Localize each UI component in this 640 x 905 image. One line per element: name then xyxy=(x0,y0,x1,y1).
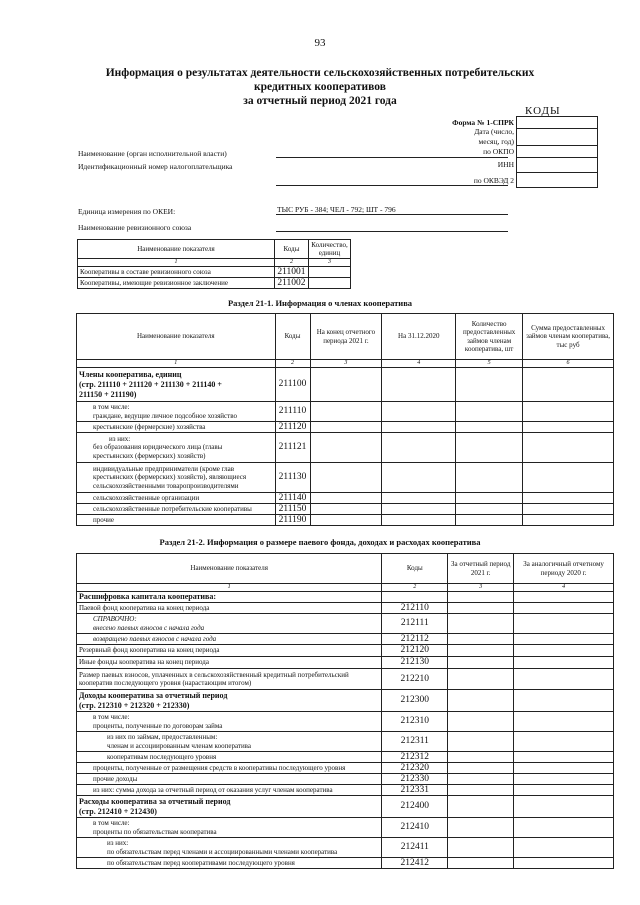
col-header-name: Наименование показателя xyxy=(78,240,275,259)
row-code: 212310 xyxy=(382,712,448,732)
value-cell[interactable] xyxy=(448,712,514,732)
value-cell[interactable] xyxy=(523,515,614,526)
row-code: 211002 xyxy=(275,278,309,289)
row-name-line: сельскохозяйственными товаропроизводителями xyxy=(93,481,239,490)
row-name: сельскохозяйственные организации xyxy=(77,493,276,504)
table-row xyxy=(77,785,614,796)
table-row xyxy=(77,433,614,463)
value-cell[interactable] xyxy=(382,433,456,463)
value-cell[interactable] xyxy=(448,774,514,785)
taxpayer-id-label: Идентификационный номер налогоплательщика xyxy=(78,162,233,171)
row-name xyxy=(77,463,276,493)
value-cell[interactable] xyxy=(514,634,614,645)
row-name: сельскохозяйственные потребительские кооперативы xyxy=(77,504,276,515)
value-cell[interactable] xyxy=(382,504,456,515)
row-name-line: 211150 + 211190) xyxy=(79,389,137,399)
col-header-period-2021: За отчетный период 2021 г. xyxy=(448,554,514,584)
value-cell xyxy=(514,592,614,603)
row-name-line: Размер паевых взносов, уплаченных в сельскохозяйственный кредитный потребительский xyxy=(79,670,349,679)
value-cell[interactable] xyxy=(448,796,514,818)
inn-label: ИНН xyxy=(497,160,514,169)
value-cell[interactable] xyxy=(514,614,614,634)
value-cell[interactable] xyxy=(382,368,456,402)
row-name xyxy=(77,838,382,858)
row-name: из них: сумма дохода за отчетный период от оказания услуг членам кооператива xyxy=(77,785,382,796)
row-code xyxy=(382,592,448,603)
value-cell[interactable] xyxy=(523,504,614,515)
row-name xyxy=(77,614,382,634)
row-name xyxy=(77,402,276,422)
value-cell[interactable] xyxy=(456,433,523,463)
table-row xyxy=(77,614,614,634)
row-name-line: из них: xyxy=(109,434,131,443)
value-cell[interactable] xyxy=(456,493,523,504)
table-row xyxy=(77,763,614,774)
codes-header: КОДЫ xyxy=(525,105,561,117)
value-cell[interactable] xyxy=(523,422,614,433)
value-cell[interactable] xyxy=(448,603,514,614)
col-num: 3 xyxy=(448,584,514,592)
table-row xyxy=(77,690,614,712)
row-name-line: по обязательствам перед членами и ассоциированными членами кооператива xyxy=(107,847,338,856)
row-name xyxy=(77,796,382,818)
col-num: 1 xyxy=(77,360,276,368)
value-cell[interactable] xyxy=(514,603,614,614)
col-num: 4 xyxy=(382,360,456,368)
row-name-line: индивидуальные предприниматели (кроме глав xyxy=(93,464,235,473)
table-row xyxy=(77,402,614,422)
col-header-codes: Коды xyxy=(275,314,310,360)
row-code: 212411 xyxy=(382,838,448,858)
title-line-3: за отчетный период 2021 года xyxy=(243,95,397,107)
value-cell[interactable] xyxy=(456,402,523,422)
row-name-line: крестьянских (фермерских) хозяйств), являющиеся xyxy=(93,473,247,482)
row-name: Паевой фонд кооператива на конец периода xyxy=(77,603,382,614)
row-code: 212410 xyxy=(382,818,448,838)
table-row xyxy=(77,515,614,526)
value-cell[interactable] xyxy=(514,732,614,752)
row-name-line: (стр. 212410 + 212430) xyxy=(79,806,157,816)
row-code: 212412 xyxy=(382,858,448,869)
row-name-line: в том числе: xyxy=(93,403,130,411)
row-code: 211150 xyxy=(275,504,310,515)
date-label-1: Дата (число, xyxy=(474,127,514,136)
authority-field[interactable] xyxy=(276,157,508,158)
value-cell[interactable] xyxy=(514,690,614,712)
form-label: Форма № 1-СПРК xyxy=(452,118,514,127)
row-name-line: граждане, ведущие личное подсобное хозяйство xyxy=(93,411,237,420)
okpo-label: по ОКПО xyxy=(483,147,514,156)
table-row xyxy=(77,818,614,838)
value-cell[interactable] xyxy=(514,796,614,818)
row-code: 212320 xyxy=(382,763,448,774)
table-row xyxy=(77,858,614,869)
value-cell[interactable] xyxy=(523,433,614,463)
value-cell[interactable] xyxy=(448,657,514,669)
row-name-line: членам и ассоциированным членам кооператива xyxy=(107,741,252,750)
row-name-line: крестьянских (фермерских) хозяйств) xyxy=(93,451,206,460)
row-code: 211140 xyxy=(275,493,310,504)
table-row xyxy=(77,657,614,669)
value-cell[interactable] xyxy=(382,515,456,526)
value-cell[interactable] xyxy=(382,463,456,493)
row-name-line: Расходы кооператива за отчетный период xyxy=(79,796,231,806)
row-name-line: без образования юридического лица (главы xyxy=(93,443,223,452)
value-cell[interactable] xyxy=(523,402,614,422)
value-cell[interactable] xyxy=(448,818,514,838)
row-code: 212110 xyxy=(382,603,448,614)
row-code: 211130 xyxy=(275,463,310,493)
value-cell[interactable] xyxy=(456,504,523,515)
row-code: 212311 xyxy=(382,732,448,752)
col-num: 2 xyxy=(275,360,310,368)
title-line-1: Информация о результатах деятельности сельскохозяйственных потребительских xyxy=(105,67,535,79)
document-title xyxy=(80,66,560,108)
col-num: 2 xyxy=(275,259,309,267)
value-cell[interactable] xyxy=(308,278,350,289)
value-cell[interactable] xyxy=(523,463,614,493)
value-cell[interactable] xyxy=(310,463,382,493)
value-cell[interactable] xyxy=(514,818,614,838)
row-name: прочие xyxy=(77,515,276,526)
row-code: 211121 xyxy=(275,433,310,463)
col-header-codes: Коды xyxy=(275,240,309,259)
col-header-end-period: На конец отчетного периода 2021 г. xyxy=(310,314,382,360)
col-num: 6 xyxy=(523,360,614,368)
table-row xyxy=(77,368,614,402)
section-21-1-title: Раздел 21-1. Информация о членах кооператива xyxy=(227,298,413,308)
row-name xyxy=(77,712,382,732)
value-cell[interactable] xyxy=(448,858,514,869)
row-name: Иные фонды кооператива на конец периода xyxy=(77,657,382,669)
row-code: 212210 xyxy=(382,669,448,690)
value-cell[interactable] xyxy=(523,493,614,504)
value-cell[interactable] xyxy=(448,752,514,763)
value-cell[interactable] xyxy=(448,690,514,712)
table-row xyxy=(77,493,614,504)
unit-label: Единица измерения по ОКЕИ: xyxy=(78,207,176,216)
row-name-line: проценты по обязательствам кооператива xyxy=(93,827,217,836)
row-name: по обязательствам перед кооперативами последующего уровня xyxy=(77,858,382,869)
row-name-line: из них по займам, предоставленным: xyxy=(107,733,218,741)
audit-union-field[interactable] xyxy=(276,231,508,232)
value-cell[interactable] xyxy=(310,422,382,433)
row-name: кооперативам последующего уровня xyxy=(77,752,382,763)
value-cell[interactable] xyxy=(514,752,614,763)
table-row xyxy=(77,634,614,645)
table-row xyxy=(77,504,614,515)
value-cell[interactable] xyxy=(523,368,614,402)
value-cell xyxy=(448,592,514,603)
row-name-line: (стр. 212310 + 212320 + 212330) xyxy=(79,700,190,710)
section-21-2-title: Раздел 21-2. Информация о размере паевого фонда, доходах и расходах кооператива xyxy=(159,537,481,547)
col-header-codes: Коды xyxy=(382,554,448,584)
page-number: 93 xyxy=(314,37,326,49)
value-cell[interactable] xyxy=(382,422,456,433)
row-name: проценты, полученные от размещения средств в кооперативы последующего уровня xyxy=(77,763,382,774)
value-cell[interactable] xyxy=(456,368,523,402)
row-code: 212331 xyxy=(382,785,448,796)
row-name-line: из них: xyxy=(107,839,129,847)
row-name-line: проценты, полученные по договорам займа xyxy=(93,721,223,730)
table-row xyxy=(77,732,614,752)
unit-field-line xyxy=(276,214,508,215)
title-line-2: кредитных кооперативов xyxy=(254,81,386,93)
row-code: 212120 xyxy=(382,645,448,657)
value-cell[interactable] xyxy=(382,493,456,504)
value-cell[interactable] xyxy=(514,774,614,785)
value-cell[interactable] xyxy=(456,463,523,493)
row-code: 211001 xyxy=(275,267,309,278)
col-header-qty: Количество, единиц xyxy=(308,240,350,259)
value-cell[interactable] xyxy=(382,402,456,422)
value-cell[interactable] xyxy=(310,504,382,515)
row-name-line: (стр. 211110 + 211120 + 211130 + 211140 + xyxy=(79,379,222,389)
table-row xyxy=(77,712,614,732)
row-code: 212111 xyxy=(382,614,448,634)
col-num: 1 xyxy=(77,584,382,592)
col-header-loans-count: Количество предоставленных займов членам кооператива, шт xyxy=(456,314,523,360)
row-name xyxy=(77,818,382,838)
members-table xyxy=(76,313,614,526)
value-cell[interactable] xyxy=(514,763,614,774)
row-name-line: Члены кооператива, единиц xyxy=(79,369,182,379)
row-code: 212300 xyxy=(382,690,448,712)
table-row xyxy=(78,278,351,289)
value-cell[interactable] xyxy=(448,669,514,690)
row-code: 211110 xyxy=(275,402,310,422)
okved-label: по ОКВЭД 2 xyxy=(473,176,514,185)
value-cell[interactable] xyxy=(514,858,614,869)
table-row xyxy=(77,592,614,603)
inn-code-box[interactable] xyxy=(516,157,598,173)
row-name: Кооперативы, имеющие ревизионное заключение xyxy=(78,278,275,289)
value-cell[interactable] xyxy=(514,645,614,657)
value-cell[interactable] xyxy=(310,368,382,402)
col-num: 1 xyxy=(78,259,275,267)
row-code: 212112 xyxy=(382,634,448,645)
row-code: 211100 xyxy=(275,368,310,402)
row-code: 212400 xyxy=(382,796,448,818)
table-row xyxy=(77,838,614,858)
table-row xyxy=(77,645,614,657)
value-cell[interactable] xyxy=(514,712,614,732)
value-cell[interactable] xyxy=(448,645,514,657)
row-code: 212130 xyxy=(382,657,448,669)
value-cell[interactable] xyxy=(310,402,382,422)
table-row xyxy=(77,463,614,493)
taxpayer-id-field[interactable] xyxy=(276,185,508,186)
row-name xyxy=(77,690,382,712)
value-cell[interactable] xyxy=(456,515,523,526)
unit-value: ТЫС РУБ - 384; ЧЕЛ - 792; ШТ - 796 xyxy=(277,205,396,214)
value-cell[interactable] xyxy=(310,515,382,526)
value-cell[interactable] xyxy=(514,657,614,669)
row-name xyxy=(77,433,276,463)
table-row xyxy=(77,752,614,763)
row-name: крестьянские (фермерские) хозяйства xyxy=(77,422,276,433)
row-code: 211190 xyxy=(275,515,310,526)
row-name xyxy=(77,368,276,402)
value-cell[interactable] xyxy=(514,785,614,796)
row-name-line: внесено паевых взносов с начала года xyxy=(93,623,205,632)
col-num: 4 xyxy=(514,584,614,592)
row-name: возвращено паевых взносов с начала года xyxy=(77,634,382,645)
row-name xyxy=(77,669,382,690)
row-name-line: в том числе: xyxy=(93,713,130,721)
value-cell[interactable] xyxy=(448,785,514,796)
table-row xyxy=(77,774,614,785)
value-cell[interactable] xyxy=(514,838,614,858)
row-name-line: кооператив последующего уровня (нарастающим итогом) xyxy=(79,679,252,687)
value-cell[interactable] xyxy=(448,614,514,634)
table-row xyxy=(78,267,351,278)
table-row xyxy=(77,422,614,433)
table-row xyxy=(77,669,614,690)
value-cell[interactable] xyxy=(514,669,614,690)
value-cell[interactable] xyxy=(448,634,514,645)
date-code-box[interactable] xyxy=(516,128,598,146)
row-name: прочие доходы xyxy=(77,774,382,785)
value-cell[interactable] xyxy=(308,267,350,278)
col-num: 5 xyxy=(456,360,523,368)
col-num: 3 xyxy=(308,259,350,267)
audit-union-label: Наименование ревизионного союза xyxy=(78,223,192,232)
authority-label: Наименование (орган исполнительной власти) xyxy=(78,149,227,158)
audit-union-table xyxy=(77,239,351,289)
col-header-2020: На 31.12.2020 xyxy=(382,314,456,360)
value-cell[interactable] xyxy=(448,838,514,858)
value-cell[interactable] xyxy=(310,493,382,504)
row-code: 212330 xyxy=(382,774,448,785)
table-row xyxy=(77,796,614,818)
okved-code-box[interactable] xyxy=(516,172,598,188)
col-header-loans-sum: Сумма предоставленных займов членам кооператива, тыс руб xyxy=(523,314,614,360)
row-name xyxy=(77,732,382,752)
col-header-name: Наименование показателя xyxy=(77,314,276,360)
date-label-2: месяц, год) xyxy=(478,137,514,146)
col-header-period-2020: За аналогичный отчетному периоду 2020 г. xyxy=(514,554,614,584)
row-code: 212312 xyxy=(382,752,448,763)
value-cell[interactable] xyxy=(310,433,382,463)
row-name: Кооперативы в составе ревизионного союза xyxy=(78,267,275,278)
col-num: 3 xyxy=(310,360,382,368)
value-cell[interactable] xyxy=(456,422,523,433)
value-cell[interactable] xyxy=(448,732,514,752)
col-header-name: Наименование показателя xyxy=(77,554,382,584)
row-name-line: СПРАВОЧНО: xyxy=(93,615,137,623)
row-name-line: в том числе: xyxy=(93,819,130,827)
value-cell[interactable] xyxy=(448,763,514,774)
row-name: Расшифровка капитала кооператива: xyxy=(77,592,382,603)
col-num: 2 xyxy=(382,584,448,592)
row-code: 211120 xyxy=(275,422,310,433)
row-name: Резервный фонд кооператива на конец периода xyxy=(77,645,382,657)
table-row xyxy=(77,603,614,614)
row-name-line: Доходы кооператива за отчетный период xyxy=(79,690,228,700)
fund-income-expense-table xyxy=(76,553,614,869)
